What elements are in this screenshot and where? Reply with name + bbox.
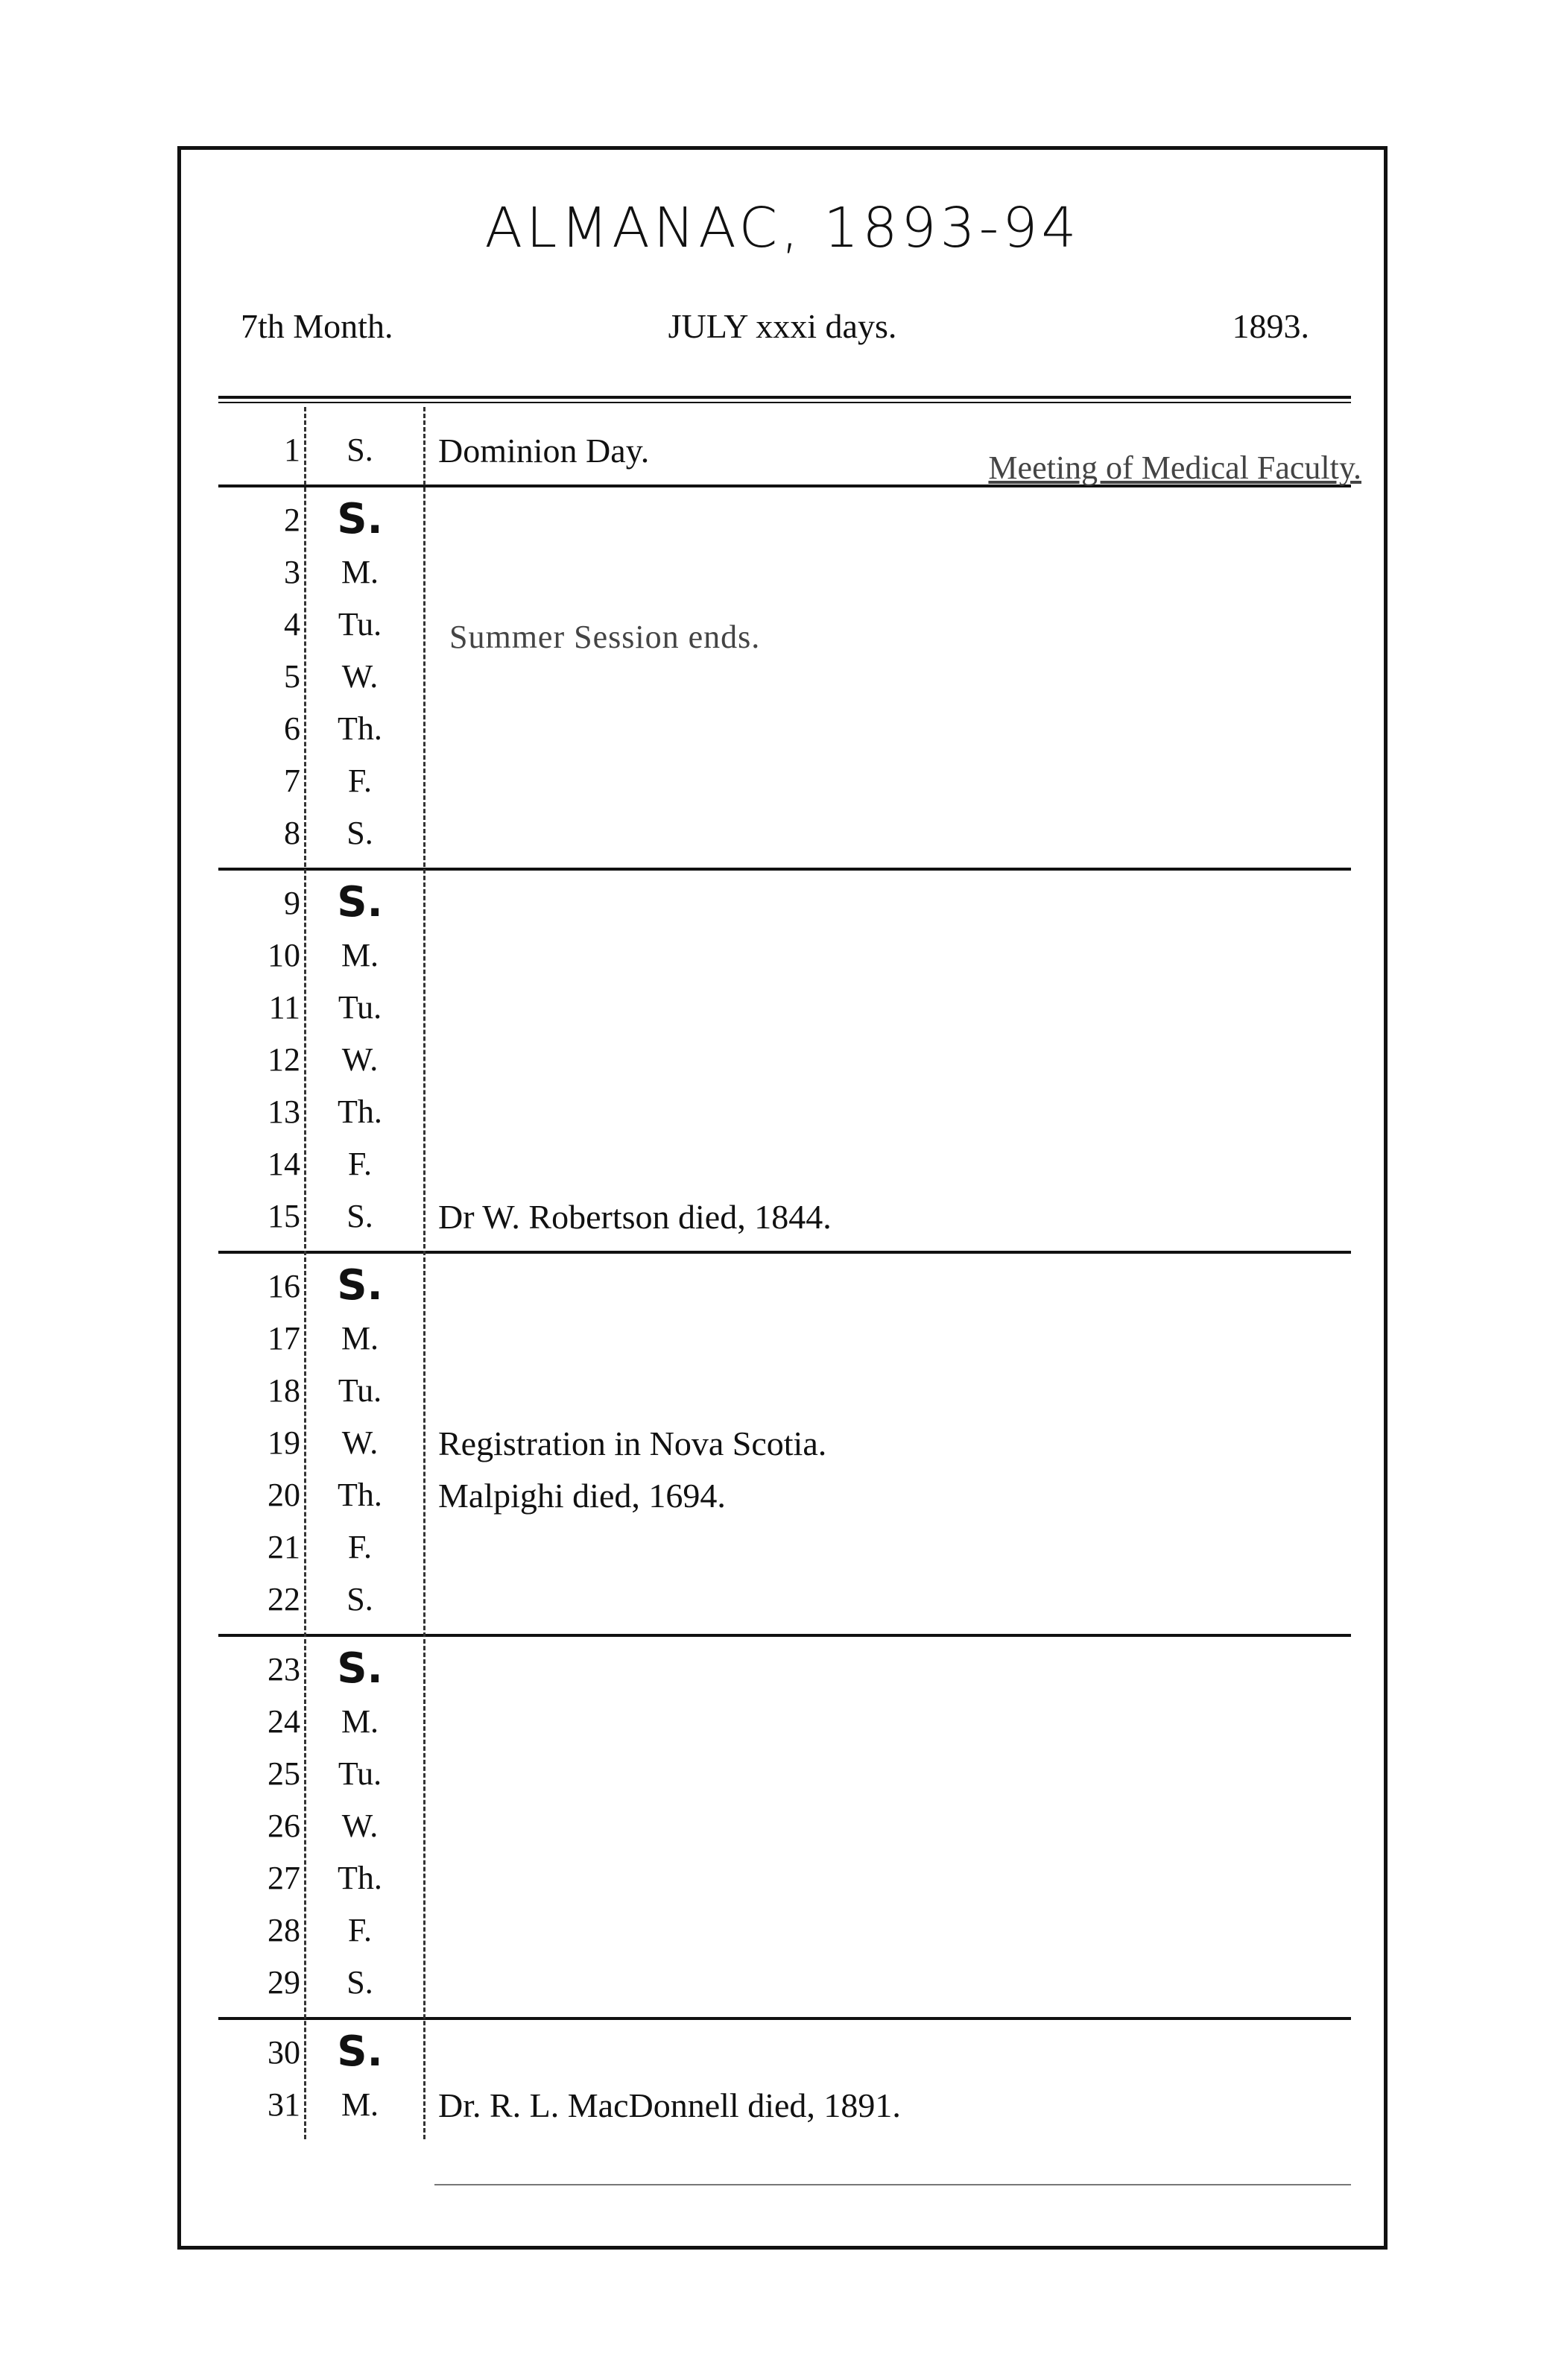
calendar-row — [181, 1905, 1391, 1957]
calendar-row — [181, 1470, 1391, 1522]
event-note: Dr. R. L. MacDonnell died, 1891. — [438, 2086, 901, 2124]
calendar-row — [181, 2027, 1391, 2080]
weekday: W. — [341, 658, 379, 695]
day-number: 9 — [284, 885, 300, 921]
bottom-rule — [434, 2184, 1351, 2185]
weekday: S. — [347, 815, 373, 851]
day-number: 17 — [268, 1320, 300, 1357]
month-name: JULY xxxi days. — [668, 307, 897, 345]
day-number: 29 — [268, 1964, 300, 2001]
group-divider — [218, 396, 1351, 399]
day-number: 23 — [268, 1651, 300, 1688]
day-number: 13 — [268, 1093, 300, 1130]
weekday: Tu. — [338, 1755, 382, 1792]
calendar-row — [181, 1522, 1391, 1574]
weekday: M. — [341, 554, 379, 590]
weekday: M. — [341, 937, 379, 973]
day-number: 2 — [284, 502, 300, 538]
calendar-row — [181, 878, 1391, 930]
calendar-row — [181, 1087, 1391, 1139]
calendar-row — [181, 1139, 1391, 1191]
weekday: Tu. — [338, 1372, 382, 1409]
weekday: Tu. — [338, 989, 382, 1026]
weekday: F. — [348, 763, 372, 799]
calendar-row — [181, 930, 1391, 982]
weekday: Th. — [338, 710, 382, 747]
weekday: S. — [347, 1581, 373, 1617]
event-note: Dr W. Robertson died, 1844. — [438, 1198, 832, 1236]
calendar-row — [181, 495, 1391, 547]
day-number: 5 — [284, 658, 300, 695]
calendar-row — [181, 2080, 1391, 2132]
calendar-row — [181, 1696, 1391, 1749]
weekday: M. — [341, 2086, 379, 2123]
event-note-right: Meeting of Medical Faculty. — [988, 449, 1361, 486]
day-number: 15 — [268, 1198, 300, 1234]
event-note: Malpighi died, 1694. — [438, 1477, 726, 1515]
weekday: S. — [337, 2027, 383, 2076]
weekday: S. — [347, 1964, 373, 2001]
weekday: Tu. — [338, 606, 382, 643]
day-number: 7 — [284, 763, 300, 799]
weekday: W. — [341, 1808, 379, 1844]
calendar-row — [181, 808, 1391, 860]
weekday: M. — [341, 1320, 379, 1357]
weekday: S. — [337, 1261, 383, 1310]
page-title: ALMANAC, 1893-94 — [484, 196, 1081, 260]
calendar-row — [181, 1261, 1391, 1313]
day-number: 26 — [268, 1808, 300, 1844]
calendar-row — [181, 547, 1391, 599]
day-number: 3 — [284, 554, 300, 590]
day-number: 31 — [268, 2086, 300, 2123]
calendar-row — [181, 1035, 1391, 1087]
calendar-row — [181, 1191, 1391, 1243]
event-note: Registration in Nova Scotia. — [438, 1424, 827, 1462]
day-number: 8 — [284, 815, 300, 851]
group-divider — [218, 1634, 1351, 1637]
weekday: Th. — [338, 1860, 382, 1896]
calendar-row — [181, 651, 1391, 704]
group-divider — [218, 868, 1351, 871]
month-number: 7th Month. — [241, 307, 393, 345]
weekday: W. — [341, 1041, 379, 1078]
day-number: 27 — [268, 1860, 300, 1896]
day-number: 19 — [268, 1424, 300, 1461]
day-number: 24 — [268, 1703, 300, 1740]
calendar-row — [181, 1853, 1391, 1905]
day-number: 21 — [268, 1529, 300, 1565]
weekday: M. — [341, 1703, 379, 1740]
calendar-row — [181, 1574, 1391, 1626]
weekday: S. — [337, 1644, 383, 1693]
group-divider — [218, 1251, 1351, 1254]
calendar-row — [181, 1957, 1391, 2010]
group-divider — [218, 2017, 1351, 2020]
calendar-row — [181, 982, 1391, 1035]
day-number: 11 — [268, 989, 300, 1026]
calendar-row — [181, 1313, 1391, 1366]
calendar-row — [181, 756, 1391, 808]
weekday: S. — [337, 495, 383, 543]
day-number: 1 — [284, 432, 300, 468]
day-number: 20 — [268, 1477, 300, 1513]
day-number: 12 — [268, 1041, 300, 1078]
weekday: F. — [348, 1146, 372, 1182]
calendar-row — [181, 1644, 1391, 1696]
day-number: 10 — [268, 937, 300, 973]
day-number: 25 — [268, 1755, 300, 1792]
weekday: W. — [341, 1424, 379, 1461]
day-number: 28 — [268, 1912, 300, 1948]
calendar-row — [181, 1418, 1391, 1470]
weekday: S. — [347, 432, 373, 468]
weekday: Th. — [338, 1093, 382, 1130]
summer-session-note: Summer Session ends. — [449, 619, 761, 655]
calendar-row — [181, 1749, 1391, 1801]
year-label: 1893. — [1232, 307, 1309, 345]
almanac-page — [177, 146, 1388, 2250]
calendar-row — [181, 1366, 1391, 1418]
day-number: 18 — [268, 1372, 300, 1409]
event-note: Dominion Day. — [438, 432, 650, 470]
calendar-row — [181, 1801, 1391, 1853]
weekday: S. — [337, 878, 383, 927]
weekday: Th. — [338, 1477, 382, 1513]
calendar-row — [181, 599, 1391, 651]
top-rule — [218, 402, 1351, 403]
weekday: F. — [348, 1912, 372, 1948]
weekday: S. — [347, 1198, 373, 1234]
day-number: 16 — [268, 1268, 300, 1304]
day-number: 22 — [268, 1581, 300, 1617]
calendar-row — [181, 704, 1391, 756]
day-number: 4 — [284, 606, 300, 643]
day-number: 6 — [284, 710, 300, 747]
day-number: 14 — [268, 1146, 300, 1182]
day-number: 30 — [268, 2034, 300, 2071]
weekday: F. — [348, 1529, 372, 1565]
calendar-row — [181, 425, 1391, 486]
